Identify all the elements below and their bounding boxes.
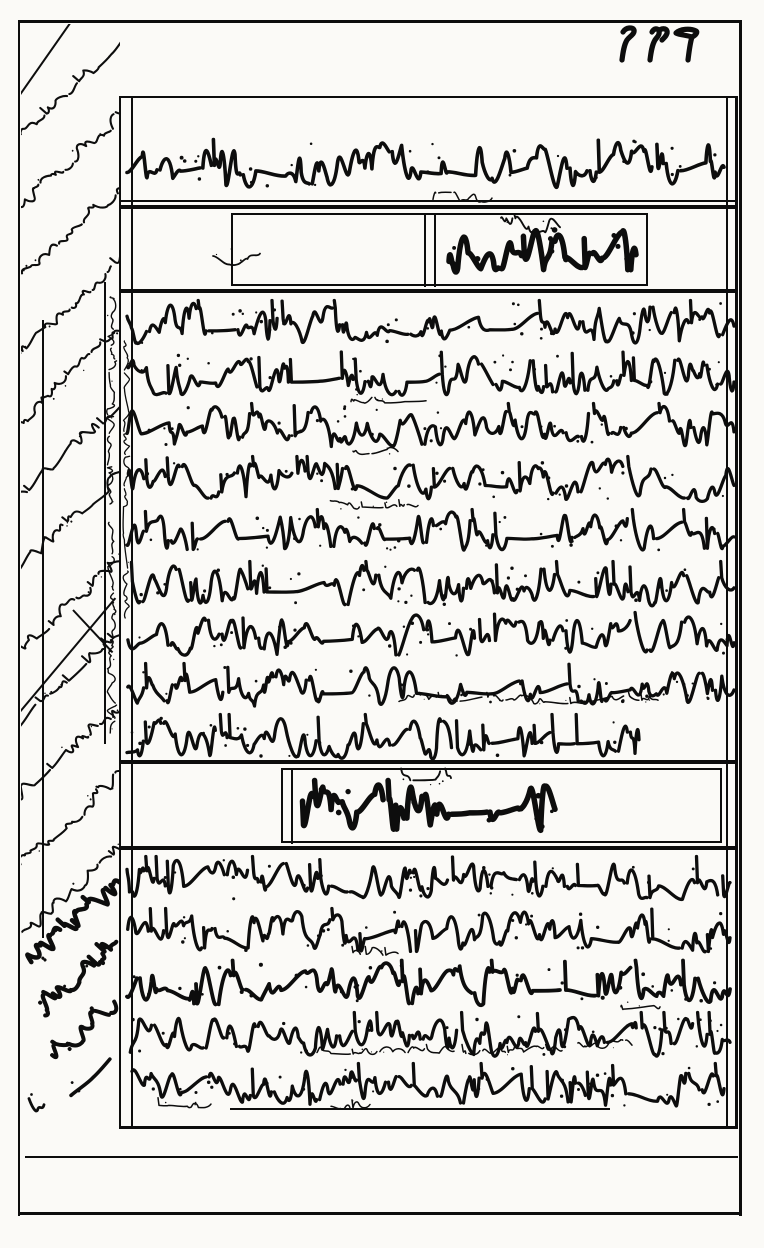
interlinear-gloss [316, 1044, 456, 1056]
interlinear-gloss [352, 946, 400, 958]
footnote [158, 1095, 213, 1109]
rule [119, 200, 738, 202]
body-line [126, 351, 736, 398]
outer-border-bottom [20, 1212, 742, 1215]
body-line [126, 908, 732, 955]
rule-heavy [119, 846, 738, 850]
rule-heavy [119, 760, 738, 764]
interlinear-gloss [620, 1000, 662, 1012]
heading-divider [291, 768, 293, 844]
gutter-note [106, 520, 117, 735]
heading-divider [424, 213, 426, 287]
body-line [126, 856, 732, 903]
frame-top [119, 96, 738, 98]
previous-letter-closing-line [126, 136, 726, 192]
interlinear-gloss [576, 1038, 634, 1050]
footnote-rule [230, 1108, 610, 1110]
body-line [126, 456, 736, 503]
gutter-note [106, 296, 117, 506]
outer-border-top [18, 20, 742, 23]
outer-border-left [18, 20, 20, 1216]
body-line [126, 561, 736, 608]
interlinear-gloss [328, 498, 420, 510]
body-line [126, 403, 736, 450]
heading-divider [434, 213, 436, 287]
body-line [126, 714, 641, 761]
interlinear-gloss [398, 692, 660, 705]
letter-131-heading-number [398, 768, 453, 786]
margin-mark [28, 1088, 46, 1114]
body-line [126, 509, 736, 556]
sub-frame-rule [25, 1156, 738, 1158]
body-line [126, 612, 736, 659]
outer-border-right [739, 20, 742, 1216]
page-number-glyphs [606, 25, 706, 65]
body-line [126, 1063, 726, 1110]
heading-side-gloss [212, 238, 262, 266]
interlinear-gloss [462, 1044, 564, 1056]
letter-130-heading-number [500, 214, 562, 234]
letter-131-heading-title [302, 780, 557, 832]
frame-left-outer [119, 96, 121, 1129]
rule-heavy [119, 205, 738, 209]
rule-heavy [119, 289, 738, 293]
interlinear-gloss [350, 393, 428, 405]
interlinear-gloss [352, 445, 400, 457]
body-line [126, 300, 736, 347]
page-number [606, 25, 706, 65]
frame-bottom [119, 1126, 738, 1129]
